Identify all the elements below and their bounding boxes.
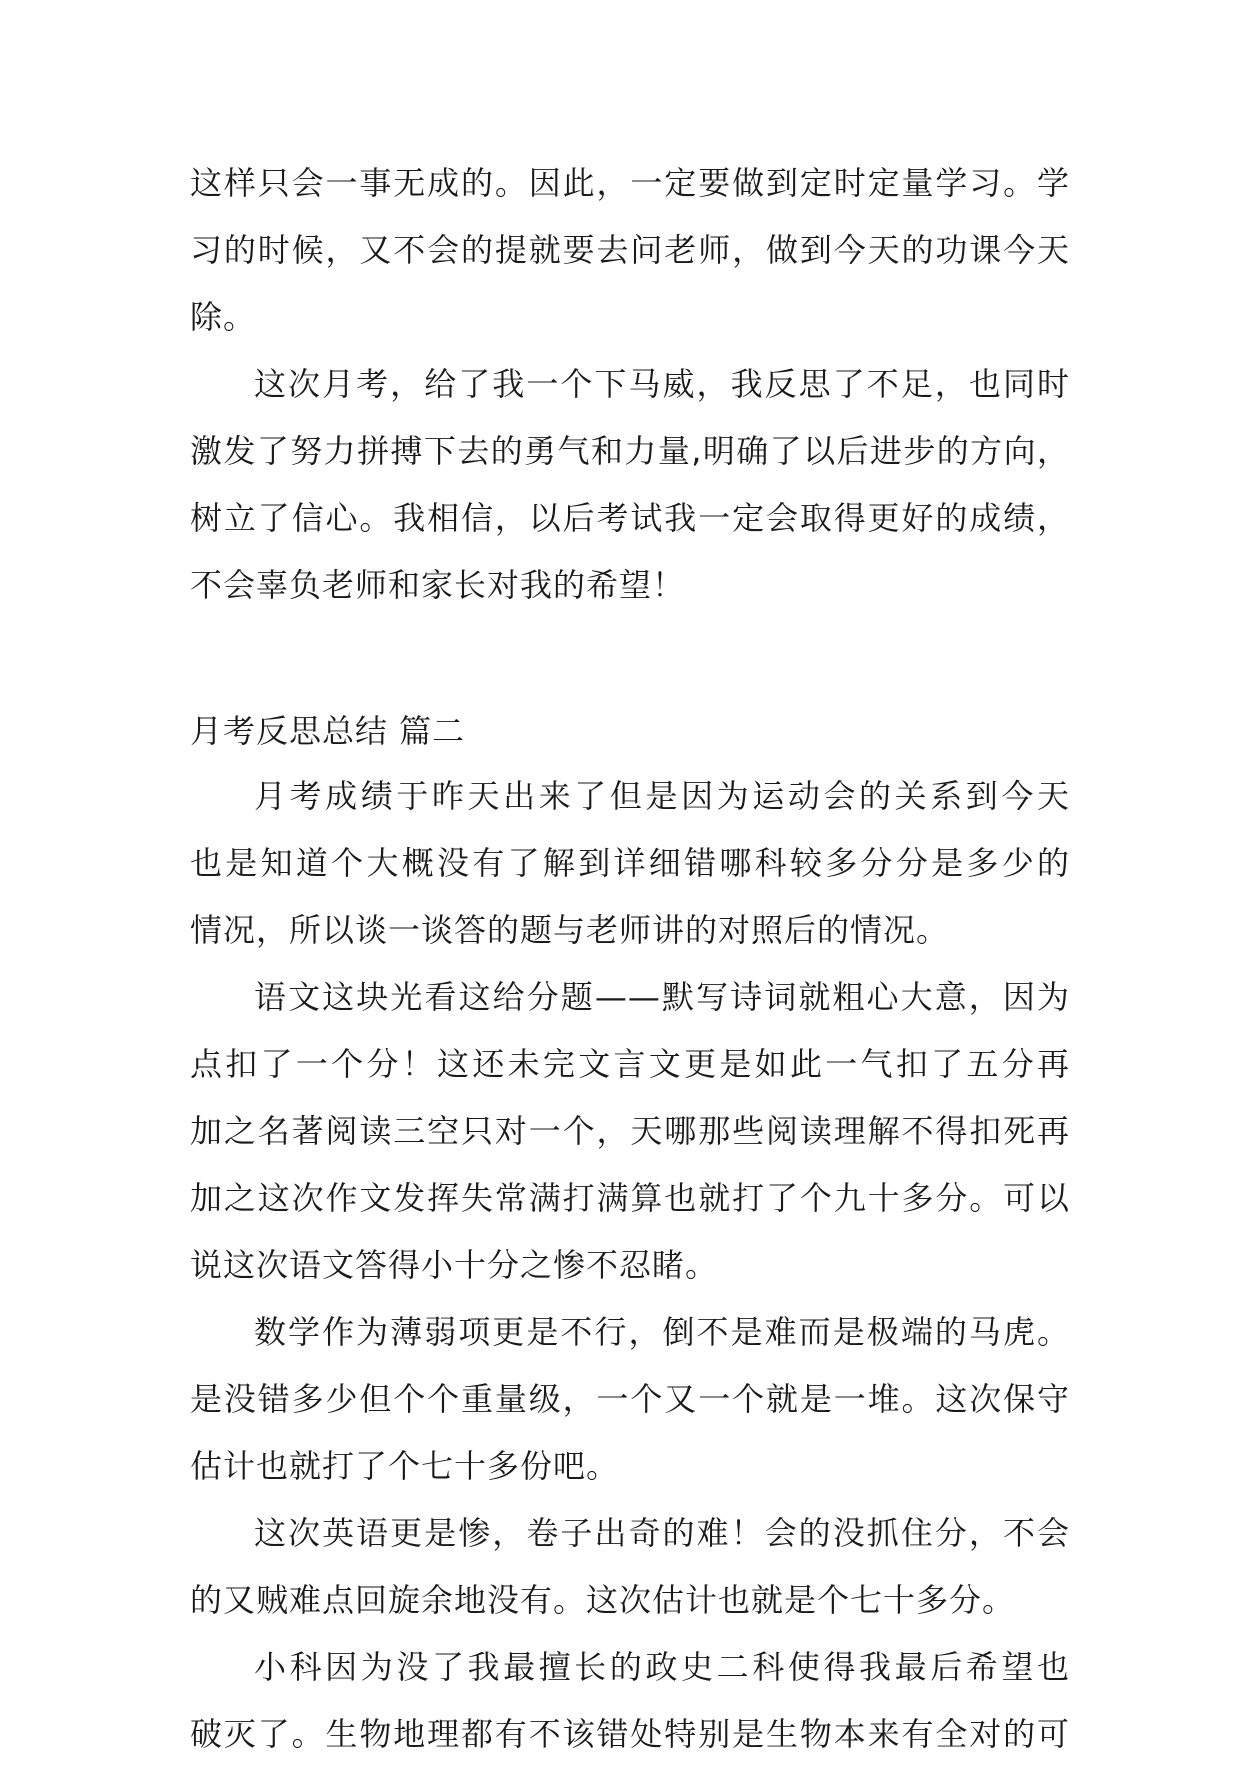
paragraph — [190, 1299, 1070, 1500]
text-line: 加之名著阅读三空只对一个，天哪那些阅读理解不得扣死再 — [190, 1112, 1070, 1150]
text-line: 激发了努力拼搏下去的勇气和力量,明确了以后进步的方向， — [190, 432, 1070, 470]
text-line: 这次英语更是惨，卷子出奇的难！会的没抓住分，不会 — [254, 1514, 1070, 1552]
section-spacer — [190, 619, 1070, 699]
text-line: 破灭了。生物地理都有不该错处特别是生物本来有全对的可 — [190, 1715, 1070, 1753]
text-line: 数学作为薄弱项更是不行，倒不是难而是极端的马虎。 — [254, 1313, 1070, 1351]
text-line: 估计也就打了个七十多份吧。 — [190, 1447, 620, 1485]
text-line: 这次月考，给了我一个下马威，我反思了不足，也同时 — [254, 365, 1070, 403]
paragraph — [190, 763, 1070, 964]
paragraph — [190, 1500, 1070, 1634]
paragraph — [190, 964, 1070, 1299]
text-line: 除。 — [190, 298, 257, 336]
text-line: 语文这块光看这给分题——默写诗词就粗心大意，因为 — [254, 978, 1070, 1016]
text-line: 也是知道个大概没有了解到详细错哪科较多分分是多少的 — [190, 844, 1070, 882]
text-line: 这样只会一事无成的。因此，一定要做到定时定量学习。学 — [190, 164, 1070, 202]
text-line: 月考成绩于昨天出来了但是因为运动会的关系到今天 — [254, 777, 1070, 815]
text-line: 树立了信心。我相信，以后考试我一定会取得更好的成绩， — [190, 499, 1070, 537]
text-line: 的又贼难点回旋余地没有。这次估计也就是个七十多分。 — [190, 1581, 1016, 1619]
document-body — [190, 150, 1070, 1768]
text-line: 是没错多少但个个重量级，一个又一个就是一堆。这次保守 — [190, 1380, 1070, 1418]
section-heading: 月考反思总结 篇二 — [190, 712, 466, 750]
text-line: 加之这次作文发挥失常满打满算也就打了个九十多分。可以 — [190, 1179, 1070, 1217]
paragraph — [190, 351, 1070, 619]
text-line: 说这次语文答得小十分之惨不忍睹。 — [190, 1246, 719, 1284]
paragraph — [190, 1634, 1070, 1768]
text-line: 小科因为没了我最擅长的政史二科使得我最后希望也 — [254, 1648, 1070, 1686]
text-line: 习的时候，又不会的提就要去问老师，做到今天的功课今天 — [190, 231, 1070, 269]
paragraph — [190, 150, 1070, 351]
text-line: 不会辜负老师和家长对我的希望！ — [190, 566, 686, 604]
text-line: 点扣了一个分！这还未完文言文更是如此一气扣了五分再 — [190, 1045, 1070, 1083]
text-line: 情况，所以谈一谈答的题与老师讲的对照后的情况。 — [190, 911, 950, 949]
